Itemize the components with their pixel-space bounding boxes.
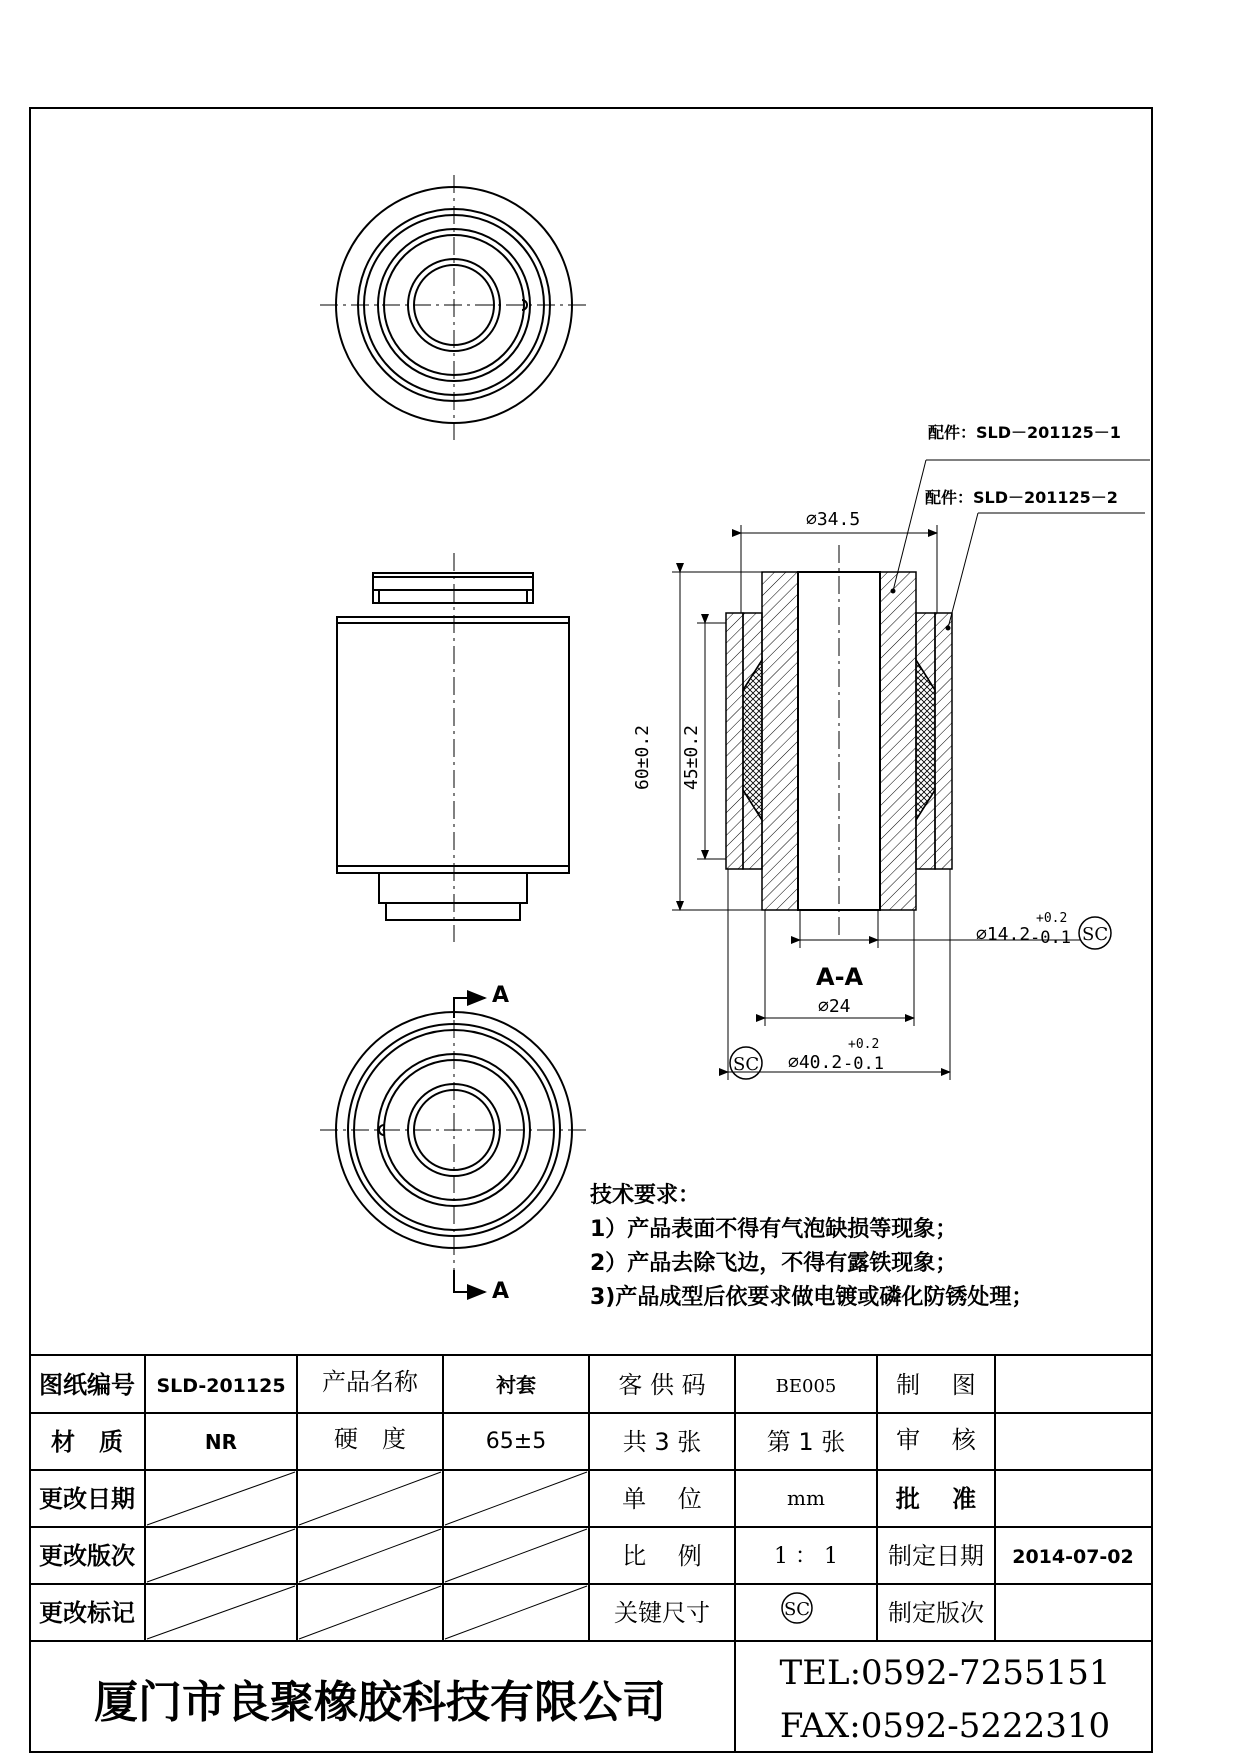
part-label-1: 配件：SLD－201125－1	[928, 423, 1121, 442]
cell-sheet-no: 第 1 张	[766, 1428, 846, 1456]
cell-drawn-label: 制 图	[896, 1371, 976, 1399]
company-name: 厦门市良聚橡胶科技有限公司	[94, 1677, 666, 1728]
tech-title: 技术要求：	[590, 1183, 701, 1208]
cell-change-mark-label: 更改标记	[39, 1599, 135, 1627]
cell-change-version-label: 更改版次	[39, 1542, 135, 1570]
cell-issue-version-label: 制定版次	[888, 1599, 984, 1627]
dim-h60: 60±0.2	[632, 724, 653, 790]
top-view	[320, 175, 588, 440]
section-arrow-label-bottom: A	[492, 1279, 510, 1304]
title-block-text	[39, 1368, 1134, 1627]
dim-d40-plus: +0.2	[848, 1037, 880, 1052]
cell-hardness-label: 硬 度	[334, 1425, 406, 1453]
cell-total-sheets: 共 3 张	[622, 1428, 702, 1456]
cell-issue-date: 2014-07-02	[1012, 1546, 1134, 1568]
dim-d40-minus: -0.1	[843, 1054, 884, 1074]
cell-checked-label: 审 核	[896, 1426, 976, 1454]
cell-key-dim: SC	[783, 1599, 811, 1620]
cell-customer-code: BE005	[775, 1376, 837, 1397]
dim-d34: ⌀34.5	[806, 509, 861, 530]
cell-hardness: 65±5	[485, 1429, 547, 1454]
cell-product-name: 衬套	[496, 1373, 536, 1397]
annotations	[492, 423, 1121, 1310]
footer	[94, 1653, 1110, 1746]
dim-d14-minus: -0.1	[1030, 928, 1071, 948]
dim-d24: ⌀24	[818, 996, 851, 1017]
sc-label-2: SC	[733, 1054, 760, 1075]
side-view	[337, 553, 569, 942]
cell-issue-date-label: 制定日期	[888, 1542, 984, 1570]
sc-label-1: SC	[1082, 924, 1109, 945]
cell-material-label: 材 质	[51, 1428, 123, 1456]
cell-unit: mm	[787, 1486, 825, 1510]
tech-line-3: 3)产品成型后依要求做电镀或磷化防锈处理；	[590, 1285, 1034, 1310]
dim-d14-plus: +0.2	[1036, 911, 1068, 926]
company-tel: TEL:0592-7255151	[779, 1653, 1111, 1693]
cell-change-date-label: 更改日期	[39, 1485, 135, 1513]
tech-line-2: 2）产品去除飞边，不得有露铁现象；	[590, 1251, 958, 1276]
cell-customer-code-label: 客 供 码	[618, 1371, 706, 1399]
part-label-2: 配件：SLD－201125－2	[925, 488, 1118, 507]
cell-drawing-no: SLD-201125	[156, 1375, 286, 1397]
cell-material: NR	[204, 1430, 238, 1454]
section-view	[726, 545, 952, 940]
section-label: A-A	[816, 963, 864, 991]
cell-approved-label: 批 准	[895, 1485, 977, 1513]
dim-h45: 45±0.2	[681, 724, 702, 790]
section-arrow-label-top: A	[492, 983, 510, 1008]
cell-drawing-no-label: 图纸编号	[39, 1371, 135, 1399]
dim-d40: ⌀40.2	[788, 1052, 843, 1073]
bottom-view	[320, 998, 588, 1292]
company-fax: FAX:0592-5222310	[779, 1706, 1111, 1746]
cell-scale-label: 比 例	[622, 1542, 702, 1570]
cell-key-dim-label: 关键尺寸	[614, 1599, 710, 1627]
cell-product-name-label: 产品名称	[322, 1368, 418, 1396]
cell-scale: 1 ： 1	[774, 1544, 838, 1569]
dim-d14: ⌀14.2	[976, 924, 1031, 945]
tech-line-1: 1）产品表面不得有气泡缺损等现象；	[590, 1217, 958, 1242]
cell-unit-label: 单 位	[622, 1485, 702, 1513]
